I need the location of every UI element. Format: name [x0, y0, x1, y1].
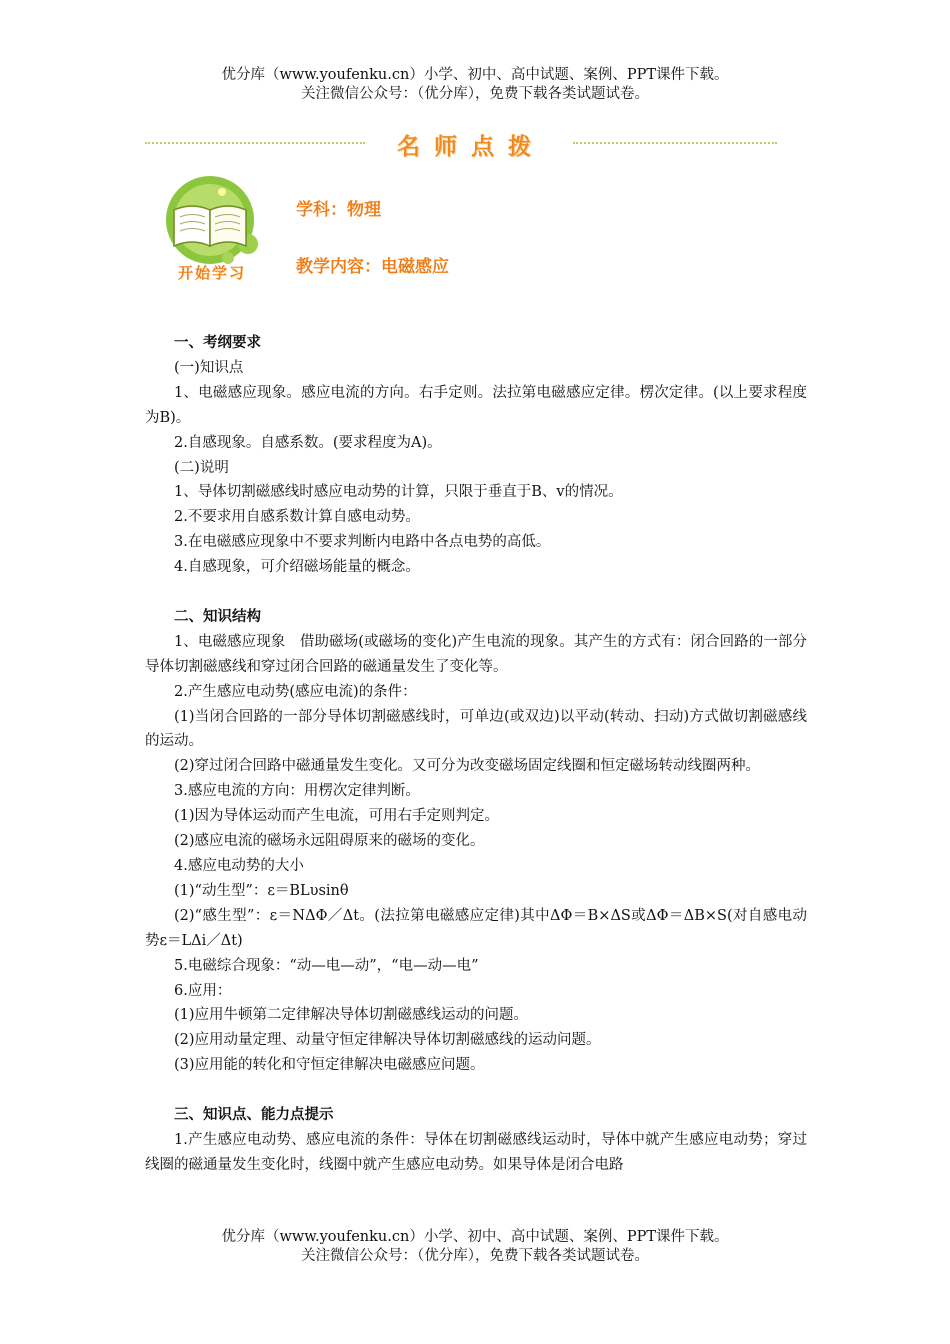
paragraph: (2)应用动量定理、动量守恒定律解决导体切割磁感线的运动问题。 [174, 1032, 601, 1049]
paragraph: 1.产生感应电动势、感应电流的条件：导体在切割磁感线运动时，导体中就产生感应电动势；穿过线圈的磁通量发生变化时，线圈中就产生感应电动势。如果导体是闭合电路 [145, 1131, 807, 1173]
document-body [145, 331, 807, 1178]
header-line-1: 优分库（www.youfenku.cn）小学、初中、高中试题、案例、PPT课件下载。 [221, 67, 729, 83]
paragraph: 4.感应电动势的大小 [174, 858, 304, 875]
banner-right-divider [573, 142, 777, 144]
paragraph: 2.不要求用自感系数计算自感电动势。 [174, 509, 420, 526]
paragraph: (3)应用能的转化和守恒定律解决电磁感应问题。 [174, 1057, 485, 1074]
footer-line-2: 关注微信公众号：（优分库），免费下载各类试题试卷。 [301, 1248, 649, 1264]
banner-title: 名师点拨 [397, 134, 545, 160]
section-heading: 三、知识点、能力点提示 [174, 1107, 334, 1124]
paragraph: 2.产生感应电动势(感应电流)的条件： [174, 683, 417, 700]
page-footer [0, 1228, 950, 1266]
paragraph: 3.感应电流的方向：用楞次定律判断。 [174, 783, 420, 800]
teaching-content-label: 教学内容：电磁感应 [296, 257, 449, 277]
header-line-2: 关注微信公众号：（优分库），免费下载各类试题试卷。 [301, 86, 649, 102]
paragraph: 1、导体切割磁感线时感应电动势的计算，只限于垂直于B、v的情况。 [174, 484, 623, 501]
paragraph: 1、电磁感应现象 借助磁场(或磁场的变化)产生电流的现象。其产生的方式有：闭合回路的一部分导体切割磁感线和穿过闭合回路的磁通量发生了变化等。 [145, 633, 807, 675]
paragraph: (二)说明 [174, 459, 229, 476]
paragraph: (一)知识点 [174, 359, 244, 376]
page-header [0, 66, 950, 104]
banner-left-divider [145, 142, 365, 144]
formula-paragraph: (2)“感生型”：ε＝NΔΦ／Δt。(法拉第电磁感应定律)其中ΔΦ＝B×ΔS或ΔΦ＝ΔB×S(对自感电动势ε＝LΔi／Δt) [145, 907, 807, 949]
paragraph: (1)因为导体运动而产生电流，可用右手定则判定。 [174, 808, 500, 825]
paragraph: (1)当闭合回路的一部分导体切割磁感线时，可单边(或双边)以平动(转动、扫动)方式做切割磁感线的运动。 [145, 708, 807, 750]
paragraph: 4.自感现象，可介绍磁场能量的概念。 [174, 559, 420, 576]
paragraph: 5.电磁综合现象：“动—电—动”，“电—动—电” [174, 957, 479, 974]
subject-label: 学科：物理 [296, 200, 381, 220]
footer-line-1: 优分库（www.youfenku.cn）小学、初中、高中试题、案例、PPT课件下载。 [221, 1229, 729, 1245]
paragraph: 1、电磁感应现象。感应电流的方向。右手定则。法拉第电磁感应定律。楞次定律。(以上要求程度为B)。 [145, 384, 807, 426]
section-heading: 一、考纲要求 [174, 335, 261, 351]
banner [145, 128, 777, 158]
paragraph: (2)穿过闭合回路中磁通量发生变化。又可分为改变磁场固定线圈和恒定磁场转动线圈两种。 [174, 758, 761, 775]
logo-caption: 开始学习 [178, 264, 247, 282]
paragraph: 2.自感现象。自感系数。(要求程度为A)。 [174, 434, 442, 451]
paragraph: (1)应用牛顿第二定律解决导体切割磁感线运动的问题。 [174, 1007, 529, 1024]
paragraph: (2)感应电流的磁场永远阻碍原来的磁场的变化。 [174, 833, 485, 850]
formula-paragraph: (1)“动生型”：ε＝BLυsinθ [174, 882, 349, 899]
paragraph: 6.应用： [174, 982, 232, 999]
section-heading: 二、知识结构 [174, 608, 261, 625]
paragraph: 3.在电磁感应现象中不要求判断内电路中各点电势的高低。 [174, 534, 551, 551]
